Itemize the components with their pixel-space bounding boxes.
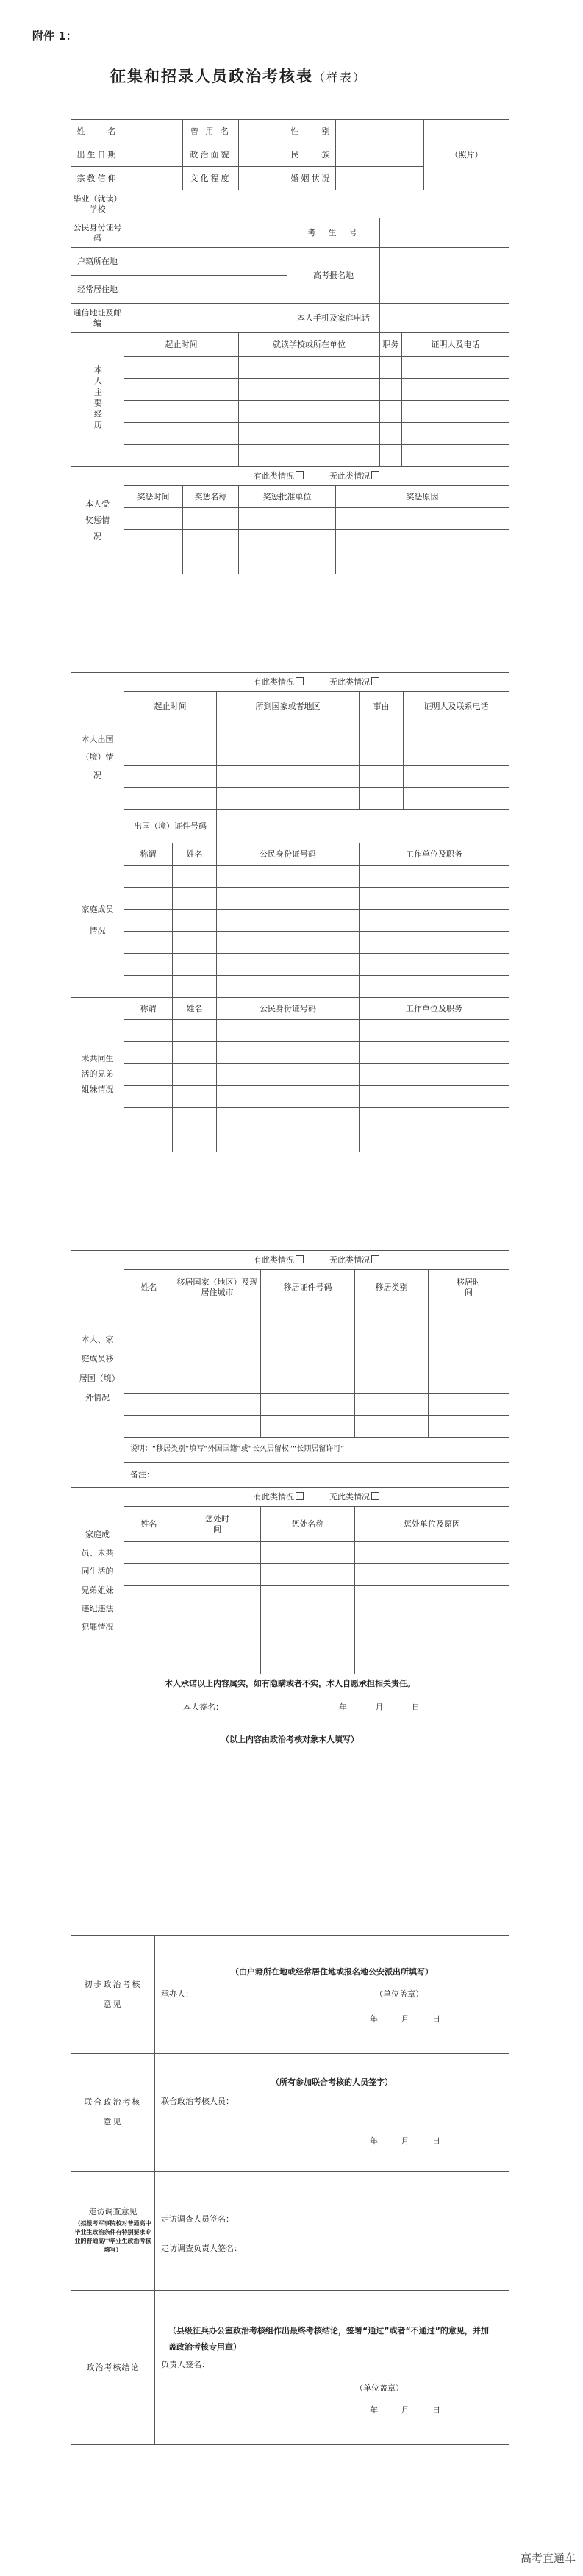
table-row [71, 1652, 509, 1674]
honor-col-time: 奖惩时间 [124, 486, 183, 508]
seal2-label: （单位盖章） [355, 2383, 404, 2393]
political-status-label: 政治面貌 [183, 143, 239, 167]
table-row [71, 379, 509, 401]
emigrate-col-name: 姓名 [124, 1270, 174, 1305]
signature-label: 本人签名： [183, 1702, 223, 1712]
joint-label: 联合政治考核意见 [84, 2097, 142, 2127]
crime-col-title: 惩处名称 [261, 1507, 355, 1542]
table-row [71, 866, 509, 888]
table-row [71, 910, 509, 932]
checkbox-icon [296, 1255, 304, 1263]
abroad-col-time: 起止时间 [124, 692, 217, 721]
religion-label: 宗教信仰 [71, 167, 124, 190]
resume-col-time: 起止时间 [124, 333, 239, 357]
gender-label: 性 别 [287, 120, 336, 143]
initial-row [157, 1989, 507, 1999]
pledge-box [71, 1674, 509, 1727]
table-row [71, 1416, 509, 1438]
signature-row [73, 1702, 507, 1713]
table-row [71, 1305, 509, 1327]
table-row [71, 445, 509, 467]
family-col-name: 姓名 [173, 843, 217, 866]
abroad-status-no[interactable]: 无此类情况 [329, 677, 379, 687]
marital-field[interactable] [336, 167, 424, 190]
checkbox-icon [296, 1492, 304, 1500]
table-row [71, 1020, 509, 1042]
emigrate-label: 本人、家庭成员移居国（境）外情况 [79, 1334, 116, 1402]
address-label: 通信地址及邮编 [71, 304, 124, 333]
candidate-no-field[interactable] [380, 218, 509, 248]
table-row [71, 1564, 509, 1586]
checkbox-icon [371, 677, 379, 685]
emigrate-status-row [124, 1251, 509, 1270]
table-row [71, 976, 509, 998]
initial-label: 初步政治考核意见 [84, 1980, 142, 2009]
abroad-col-place: 所到国家或者地区 [217, 692, 360, 721]
emigrate-col-doc: 移居证件号码 [261, 1270, 355, 1305]
date-year: 年 [339, 1702, 347, 1712]
abroad-col-witness: 证明人及联系电话 [404, 692, 509, 721]
crime-status-row [124, 1488, 509, 1507]
relatives-label: 未共同生活的兄弟姐妹情况 [81, 1054, 114, 1094]
table-row [71, 721, 509, 743]
abroad-status-row [124, 673, 509, 692]
table-row [71, 1108, 509, 1130]
table-row [71, 1130, 509, 1152]
checkbox-icon [296, 677, 304, 685]
political-status-field[interactable] [239, 143, 287, 167]
exam-place-field[interactable] [380, 248, 509, 304]
school-label: 毕业（就读）学校 [71, 190, 124, 218]
residence-field[interactable] [124, 276, 287, 304]
emigrate-status-yes[interactable]: 有此类情况 [254, 1255, 304, 1265]
relatives-col-title: 称谓 [124, 998, 173, 1020]
honor-status-yes[interactable]: 有此类情况 [254, 471, 304, 481]
page-title [110, 65, 366, 87]
watermark: 高考直通车 [520, 2552, 576, 2565]
crime-status-no[interactable]: 无此类情况 [329, 1492, 379, 1502]
table-row [71, 1586, 509, 1608]
crime-label: 家庭成员、未共同生活的兄弟姐妹违纪违法犯罪情况 [81, 1529, 114, 1633]
honor-col-unit: 奖惩批准单位 [239, 486, 336, 508]
resume-col-school: 就读学校或所在单位 [239, 333, 380, 357]
table-row [71, 888, 509, 910]
id-number-field[interactable] [124, 218, 287, 248]
honor-col-name: 奖惩名称 [183, 486, 239, 508]
address-field[interactable] [124, 304, 287, 333]
relatives-col-work: 工作单位及职务 [360, 998, 509, 1020]
honor-col-reason: 奖惩原因 [336, 486, 509, 508]
joint-note: （所有参加联合考核的人员签字） [271, 2077, 393, 2087]
form-page-3 [71, 1250, 509, 1752]
birth-date-label: 出生日期 [71, 143, 124, 167]
joint-date: 年 月 日 [370, 2136, 440, 2146]
gender-field[interactable] [336, 120, 424, 143]
hukou-field[interactable] [124, 248, 287, 276]
former-name-field[interactable] [239, 120, 287, 143]
joint-opinion-field[interactable] [155, 2054, 509, 2172]
visit-signer: 走访调查人员签名： [161, 2214, 234, 2224]
checkbox-icon [371, 1255, 379, 1263]
table-row [71, 1349, 509, 1371]
checkbox-icon [371, 471, 379, 479]
title-suffix: （样表） [313, 71, 367, 85]
table-row [71, 357, 509, 379]
candidate-no-label: 考 生 号 [287, 218, 380, 248]
family-col-title: 称谓 [124, 843, 173, 866]
marital-label: 婚姻状况 [287, 167, 336, 190]
id-number-label: 公民身份证号码 [71, 218, 124, 248]
remark-field[interactable] [124, 1463, 509, 1488]
honor-status-no[interactable]: 无此类情况 [329, 471, 379, 481]
table-row [71, 1394, 509, 1416]
table-row [71, 401, 509, 423]
table-row [71, 788, 509, 810]
crime-col-name: 姓名 [124, 1507, 174, 1542]
checkbox-icon [296, 471, 304, 479]
joint-signer: 联合政治考核人员： [161, 2096, 234, 2106]
phone-label: 本人手机及家庭电话 [287, 304, 380, 333]
initial-opinion-field[interactable] [155, 1936, 509, 2054]
title-main: 征集和招录人员政治考核表 [110, 67, 313, 85]
form-page-1 [71, 119, 509, 574]
visit-sub: （拟报考军事院校对普通高中毕业生政治条件有特别要求专业的普通高中毕业生政治考核填写） [74, 2220, 151, 2254]
phone-field[interactable] [380, 304, 509, 333]
table-row [71, 1064, 509, 1086]
crime-status-yes[interactable]: 有此类情况 [254, 1492, 304, 1502]
date-day: 日 [411, 1702, 420, 1712]
abroad-status-yes[interactable]: 有此类情况 [254, 677, 304, 687]
name-label: 姓 名 [71, 120, 124, 143]
family-col-id: 公民身份证号码 [217, 843, 360, 866]
conclusion-note: （县级征兵办公室政治考核组作出最终考核结论，签署“通过”或者“不通过”的意见，并加盖政治考核专用章） [168, 2326, 489, 2352]
emigrate-col-country: 移居国家（地区）及现居住城市 [174, 1270, 261, 1305]
exam-place-label: 高考报名地 [287, 248, 380, 304]
conclusion-date: 年 月 日 [370, 2405, 440, 2415]
photo-box[interactable]: （照片） [424, 120, 509, 190]
table-row [71, 766, 509, 788]
emigrate-col-time: 移居时间 [429, 1270, 509, 1305]
remark-label: 备注： [130, 1469, 154, 1480]
emigrate-status-no[interactable]: 无此类情况 [329, 1255, 379, 1265]
family-label: 家庭成员情况 [81, 904, 114, 935]
ethnicity-field[interactable] [336, 143, 424, 167]
abroad-col-reason: 事由 [360, 692, 404, 721]
resume-col-witness: 证明人及电话 [402, 333, 509, 357]
emigrate-col-type: 移居类别 [355, 1270, 429, 1305]
visit-label: 走访调查意见 [88, 2206, 137, 2216]
table-row [71, 552, 509, 574]
residence-label: 经常居住地 [71, 276, 124, 304]
passport-label: 出国（境）证件号码 [124, 810, 217, 843]
pledge-text: 本人承诺以上内容属实，如有隐瞒或者不实，本人自愿承担相关责任。 [165, 1679, 416, 1688]
checkbox-icon [371, 1492, 379, 1500]
birth-date-field[interactable] [124, 143, 183, 167]
crime-col-time: 惩处时间 [174, 1507, 261, 1542]
initial-date: 年 月 日 [370, 2013, 440, 2024]
initial-note: （由户籍所在地或经常居住地或报名地公安派出所填写） [231, 1967, 433, 1977]
date-month: 月 [375, 1702, 384, 1712]
ethnicity-label: 民 族 [287, 143, 336, 167]
form-page-4 [71, 1935, 509, 2445]
name-field[interactable] [124, 120, 183, 143]
former-name-label: 曾 用 名 [183, 120, 239, 143]
table-row [71, 1630, 509, 1652]
relatives-col-id: 公民身份证号码 [217, 998, 360, 1020]
school-field[interactable] [124, 190, 509, 218]
honor-status-row [124, 467, 509, 486]
handler-label: 承办人： [161, 1988, 193, 1999]
table-row [71, 1327, 509, 1349]
table-row [71, 423, 509, 445]
attachment-label: 附件 1： [32, 29, 77, 43]
table-row [71, 954, 509, 976]
table-row [71, 1542, 509, 1564]
crime-col-reason: 惩处单位及原因 [355, 1507, 509, 1542]
seal-label: （单位盖章） [375, 1988, 423, 1999]
abroad-label: 本人出国（境）情况 [81, 735, 114, 780]
form-page-2 [71, 672, 509, 1152]
education-field[interactable] [239, 167, 287, 190]
conclusion-label: 政治考核结论 [86, 2362, 140, 2372]
emigrate-note: 说明：“移居类别”填写“外国国籍”或“长久居留权”“长期居留许可” [124, 1438, 509, 1463]
relatives-col-name: 姓名 [173, 998, 217, 1020]
table-row [71, 1371, 509, 1394]
family-col-work: 工作单位及职务 [360, 843, 509, 866]
education-label: 文化程度 [183, 167, 239, 190]
visit-chief: 走访调查负责人签名： [161, 2243, 242, 2253]
honor-label: 本人受奖惩情况 [85, 499, 110, 541]
table-row [71, 1042, 509, 1064]
footer-note: （以上内容由政治考核对象本人填写） [71, 1727, 509, 1752]
resume-label: 本人主要经历 [93, 365, 103, 432]
chief-signer: 负责人签名： [161, 2360, 210, 2369]
table-row [71, 530, 509, 552]
hukou-label: 户籍所在地 [71, 248, 124, 276]
religion-field[interactable] [124, 167, 183, 190]
visit-opinion-field[interactable] [155, 2172, 509, 2291]
table-row [71, 508, 509, 530]
table-row [71, 932, 509, 954]
table-row [71, 743, 509, 766]
table-row [71, 1086, 509, 1108]
table-row [71, 1608, 509, 1630]
passport-field[interactable] [217, 810, 509, 843]
resume-col-duty: 职务 [380, 333, 402, 357]
conclusion-field[interactable] [155, 2291, 509, 2445]
